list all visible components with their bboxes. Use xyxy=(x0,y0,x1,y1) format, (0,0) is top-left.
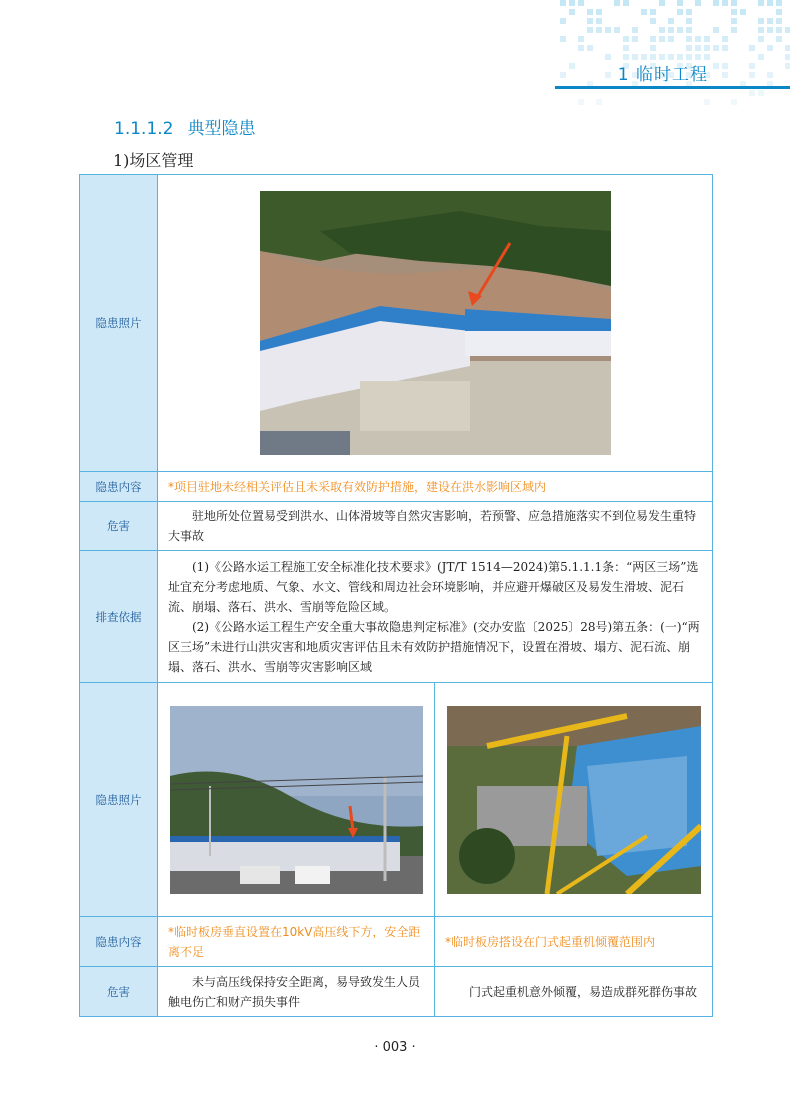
decor-dot xyxy=(605,54,611,60)
decor-dot xyxy=(785,54,790,60)
decor-dot xyxy=(767,18,773,24)
decor-dot xyxy=(713,45,719,51)
decor-dot xyxy=(722,45,728,51)
decor-dot xyxy=(650,18,656,24)
decor-dot xyxy=(659,27,665,33)
decor-dot xyxy=(623,36,629,42)
decor-dot xyxy=(767,45,773,51)
decor-dot xyxy=(668,18,674,24)
photo-cell-1 xyxy=(158,175,713,472)
decor-dot xyxy=(695,36,701,42)
section-number: 1.1.1.2 xyxy=(114,119,174,139)
photo-label-1: 隐患照片 xyxy=(80,175,158,472)
decor-dot xyxy=(614,27,620,33)
decor-dot xyxy=(785,63,790,69)
decor-dot xyxy=(686,27,692,33)
decor-dot xyxy=(695,0,701,6)
decor-dot xyxy=(578,45,584,51)
photo-cell-2-left xyxy=(158,683,435,917)
photo-label-2: 隐患照片 xyxy=(80,683,158,917)
decor-dot xyxy=(596,9,602,15)
decor-dot xyxy=(713,27,719,33)
decor-dot xyxy=(596,18,602,24)
photo-cell-2-right xyxy=(435,683,713,917)
decor-dot xyxy=(641,9,647,15)
decor-dot xyxy=(740,9,746,15)
decor-dot xyxy=(731,9,737,15)
decor-dot xyxy=(686,36,692,42)
decor-dot xyxy=(749,45,755,51)
decor-dot xyxy=(785,45,790,51)
decor-dot xyxy=(650,36,656,42)
decor-dot xyxy=(776,0,782,6)
decor-dot xyxy=(776,36,782,42)
decor-dot xyxy=(749,90,755,96)
decor-dot xyxy=(704,99,710,105)
decor-dot xyxy=(767,0,773,6)
decor-dot xyxy=(722,36,728,42)
decor-dot xyxy=(749,63,755,69)
hazard-content-1: *项目驻地未经相关评估且未采取有效防护措施，建设在洪水影响区域内 xyxy=(158,472,713,502)
decor-dot xyxy=(731,0,737,6)
decor-dot xyxy=(578,99,584,105)
decor-dot xyxy=(560,18,566,24)
decor-dot xyxy=(596,27,602,33)
hazard-table xyxy=(79,174,713,1017)
decor-dot xyxy=(713,0,719,6)
decor-dot xyxy=(623,45,629,51)
camp-flood-photo xyxy=(260,191,611,455)
decor-dot xyxy=(659,0,665,6)
harm-text-2-left-body: 未与高压线保持安全距离，易导致发生人员触电伤亡和财产损失事件 xyxy=(168,974,421,1009)
header-rule xyxy=(555,86,790,89)
content-label-2: 隐患内容 xyxy=(80,917,158,967)
decor-dot xyxy=(677,9,683,15)
decor-dot xyxy=(722,72,728,78)
decor-dot xyxy=(704,45,710,51)
decor-dot xyxy=(614,0,620,6)
powerline-photo xyxy=(170,706,423,894)
harm-text-1 xyxy=(158,502,713,551)
decor-dot xyxy=(587,45,593,51)
decor-dot xyxy=(758,90,764,96)
decor-dot xyxy=(731,27,737,33)
harm-text-1-body: 驻地所处位置易受到洪水、山体滑坡等自然灾害影响，若预警、应急措施落实不到位易发生重特大事故 xyxy=(168,509,697,543)
decor-dot xyxy=(632,27,638,33)
harm-text-2-right-body: 门式起重机意外倾覆，易造成群死群伤事故 xyxy=(469,984,698,999)
chapter-title: 1 临时工程 xyxy=(617,65,708,85)
decor-dot xyxy=(623,0,629,6)
decor-dot xyxy=(749,72,755,78)
decor-dot xyxy=(731,18,737,24)
section-title: 典型隐患 xyxy=(187,119,256,139)
decor-dot xyxy=(569,9,575,15)
decor-dot xyxy=(758,0,764,6)
decor-dot xyxy=(758,27,764,33)
decor-dot xyxy=(650,9,656,15)
basis-paragraph-2: (2)《公路水运工程生产安全重大事故隐患判定标准》(交办安监〔2025〕28号)第五条：(一)“两区三场”未进行山洪灾害和地质灾害评估且未有效防护措施情况下，设置在滑坡、塌方、泥石流、崩塌、落石、洪水、雪崩等灾害影响区域 xyxy=(168,619,700,674)
decor-dot xyxy=(776,9,782,15)
harm-label-2: 危害 xyxy=(80,967,158,1017)
decor-dot xyxy=(722,0,728,6)
decor-dot xyxy=(677,27,683,33)
decor-dot xyxy=(695,45,701,51)
decor-dot xyxy=(560,72,566,78)
decor-dot xyxy=(605,72,611,78)
basis-text-1 xyxy=(158,551,713,683)
decor-dot xyxy=(758,54,764,60)
decor-dot xyxy=(758,36,764,42)
decor-dot xyxy=(686,9,692,15)
content-label-1: 隐患内容 xyxy=(80,472,158,502)
decor-dot xyxy=(776,18,782,24)
decor-dot xyxy=(632,36,638,42)
decor-dot xyxy=(668,27,674,33)
decor-dot xyxy=(605,27,611,33)
decor-dot xyxy=(560,36,566,42)
harm-label-1: 危害 xyxy=(80,502,158,551)
decor-dot xyxy=(569,63,575,69)
decor-dot xyxy=(767,72,773,78)
decor-dot xyxy=(569,0,575,6)
harm-text-2-right xyxy=(435,967,713,1017)
decor-dot xyxy=(596,99,602,105)
header-dot-pattern xyxy=(560,0,790,110)
decor-dot xyxy=(659,36,665,42)
decor-dot xyxy=(587,27,593,33)
decor-dot xyxy=(785,27,790,33)
decor-dot xyxy=(578,36,584,42)
hazard-content-2-right: *临时板房搭设在门式起重机倾覆范围内 xyxy=(435,917,713,967)
decor-dot xyxy=(776,27,782,33)
decor-dot xyxy=(578,0,584,6)
decor-dot xyxy=(731,99,737,105)
decor-dot xyxy=(650,45,656,51)
hazard-content-2-left: *临时板房垂直设置在10kV高压线下方，安全距离不足 xyxy=(158,917,435,967)
decor-dot xyxy=(722,63,728,69)
basis-label-1: 排查依据 xyxy=(80,551,158,683)
gantry-crane-photo xyxy=(447,706,701,894)
subsection-title: 1)场区管理 xyxy=(113,151,194,170)
decor-dot xyxy=(758,18,764,24)
decor-dot xyxy=(686,45,692,51)
harm-text-2-left xyxy=(158,967,435,1017)
decor-dot xyxy=(767,27,773,33)
page-number: · 003 · xyxy=(374,1040,416,1055)
decor-dot xyxy=(587,18,593,24)
basis-paragraph-1: (1)《公路水运工程施工安全标准化技术要求》(JT/T 1514—2024)第5.1.1.1条：“两区三场”选址宜充分考虑地质、气象、水文、管线和周边社会环境影响，并应避开爆破区及易发生滑坡、泥石流、崩塌、落石、洪水、雪崩等危险区域。 xyxy=(168,559,699,614)
decor-dot xyxy=(668,36,674,42)
decor-dot xyxy=(677,0,683,6)
decor-dot xyxy=(704,36,710,42)
decor-dot xyxy=(686,18,692,24)
decor-dot xyxy=(560,0,566,6)
section-heading xyxy=(114,114,255,139)
decor-dot xyxy=(587,9,593,15)
decor-dot xyxy=(713,63,719,69)
